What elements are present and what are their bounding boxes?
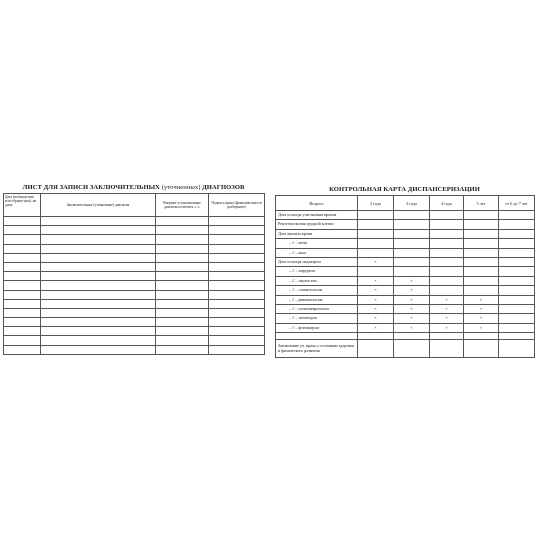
- table-cell[interactable]: [156, 299, 209, 308]
- column-header-signature: Подпись врача (фамилию внести разборчиво): [209, 194, 265, 217]
- cross-mark[interactable]: ×: [430, 323, 464, 332]
- table-cell[interactable]: [4, 253, 41, 262]
- table-row: [4, 226, 265, 235]
- table-row: [276, 286, 535, 295]
- cross-mark[interactable]: ×: [358, 323, 394, 332]
- table-cell[interactable]: [430, 239, 464, 248]
- table-row: [4, 217, 265, 226]
- dispensary-sheet-title: КОНТРОЛЬНАЯ КАРТА ДИСПАНСЕРИЗАЦИИ: [329, 186, 480, 193]
- table-row: [4, 262, 265, 271]
- table-row: [276, 276, 535, 285]
- row-label: – // – кала: [276, 248, 358, 257]
- table-cell[interactable]: [209, 318, 265, 327]
- table-cell[interactable]: [209, 327, 265, 336]
- cross-mark[interactable]: ×: [394, 286, 430, 295]
- cross-mark[interactable]: ×: [394, 304, 430, 313]
- table-cell[interactable]: [499, 295, 535, 304]
- table-cell[interactable]: [156, 308, 209, 317]
- table-row: [276, 248, 535, 257]
- cross-mark[interactable]: ×: [394, 276, 430, 285]
- table-cell[interactable]: [499, 211, 535, 220]
- table-cell[interactable]: [394, 220, 430, 229]
- table-cell[interactable]: [41, 308, 156, 317]
- dispensary-table: [275, 195, 535, 358]
- table-cell[interactable]: [156, 262, 209, 271]
- diagnoses-sheet-title: ЛИСТ ДЛЯ ЗАПИСИ ЗАКЛЮЧИТЕЛЬНЫХ (уточненных) ДИАГНОЗОВ: [22, 184, 245, 191]
- table-cell[interactable]: [4, 327, 41, 336]
- table-cell[interactable]: [499, 276, 535, 285]
- table-cell[interactable]: [394, 340, 430, 358]
- table-cell[interactable]: [4, 336, 41, 345]
- table-cell[interactable]: [430, 286, 464, 295]
- column-header-4-years: 4 года: [430, 196, 464, 211]
- table-cell[interactable]: [430, 257, 464, 266]
- table-cell[interactable]: [156, 244, 209, 253]
- table-cell[interactable]: [4, 308, 41, 317]
- diagnoses-header-row: [4, 194, 265, 217]
- row-label: Дата осмотра педиатром: [276, 257, 358, 266]
- table-cell[interactable]: [209, 262, 265, 271]
- table-cell[interactable]: [41, 318, 156, 327]
- table-cell[interactable]: [358, 333, 394, 340]
- table-cell[interactable]: [41, 226, 156, 235]
- table-row: [4, 308, 265, 317]
- table-cell[interactable]: [4, 235, 41, 244]
- cross-mark[interactable]: ×: [394, 314, 430, 323]
- cross-mark[interactable]: ×: [358, 314, 394, 323]
- table-cell[interactable]: [41, 299, 156, 308]
- column-header-2-years: 2 года: [358, 196, 394, 211]
- row-label: – // – психоневрологом: [276, 304, 358, 313]
- table-cell[interactable]: [209, 226, 265, 235]
- table-cell[interactable]: [464, 229, 499, 238]
- table-row: [276, 323, 535, 332]
- table-cell[interactable]: [4, 318, 41, 327]
- table-cell[interactable]: [394, 333, 430, 340]
- table-row: [4, 299, 265, 308]
- table-cell[interactable]: [464, 340, 499, 358]
- table-cell[interactable]: [156, 217, 209, 226]
- table-cell[interactable]: [499, 220, 535, 229]
- table-row: [4, 272, 265, 281]
- table-cell[interactable]: [499, 333, 535, 340]
- table-cell[interactable]: [394, 267, 430, 276]
- table-cell[interactable]: [4, 290, 41, 299]
- table-cell[interactable]: [156, 336, 209, 345]
- row-label: – // – стоматологом: [276, 286, 358, 295]
- cross-mark[interactable]: ×: [464, 314, 499, 323]
- table-cell[interactable]: [394, 229, 430, 238]
- table-cell[interactable]: [430, 248, 464, 257]
- row-label: – // – ревматологом: [276, 295, 358, 304]
- table-cell[interactable]: [4, 272, 41, 281]
- dispensary-header-row: [276, 196, 535, 211]
- table-row: [4, 290, 265, 299]
- table-row: [276, 314, 535, 323]
- table-cell[interactable]: [464, 211, 499, 220]
- table-cell[interactable]: [156, 253, 209, 262]
- table-cell[interactable]: [41, 345, 156, 354]
- table-cell[interactable]: [41, 217, 156, 226]
- row-label: Рентгеноскопия грудной клетки: [276, 220, 358, 229]
- table-cell[interactable]: [358, 239, 394, 248]
- table-cell[interactable]: [430, 267, 464, 276]
- table-cell[interactable]: [156, 318, 209, 327]
- table-cell[interactable]: [156, 272, 209, 281]
- table-cell[interactable]: [41, 290, 156, 299]
- table-cell[interactable]: [209, 336, 265, 345]
- table-cell[interactable]: [209, 272, 265, 281]
- table-cell[interactable]: [209, 308, 265, 317]
- table-row: [4, 253, 265, 262]
- table-cell[interactable]: [499, 323, 535, 332]
- table-cell[interactable]: [209, 217, 265, 226]
- table-row: [276, 257, 535, 266]
- table-row: [4, 345, 265, 354]
- table-cell[interactable]: [430, 276, 464, 285]
- table-row: [276, 229, 535, 238]
- dispensary-control-sheet: [275, 183, 534, 358]
- table-cell[interactable]: [156, 235, 209, 244]
- cross-mark[interactable]: ×: [464, 323, 499, 332]
- table-cell[interactable]: [209, 253, 265, 262]
- table-row: [4, 327, 265, 336]
- table-cell[interactable]: [358, 211, 394, 220]
- cross-mark[interactable]: ×: [394, 295, 430, 304]
- cross-mark[interactable]: ×: [358, 286, 394, 295]
- table-row: [4, 235, 265, 244]
- table-cell[interactable]: [430, 333, 464, 340]
- cross-mark[interactable]: ×: [358, 257, 394, 266]
- table-cell[interactable]: [4, 217, 41, 226]
- table-cell[interactable]: [41, 327, 156, 336]
- column-header-3-years: 3 года: [394, 196, 430, 211]
- table-cell[interactable]: [430, 220, 464, 229]
- table-row: [276, 295, 535, 304]
- table-cell[interactable]: [430, 340, 464, 358]
- row-label: – // – фтизиатром: [276, 323, 358, 332]
- cross-mark[interactable]: ×: [358, 304, 394, 313]
- table-cell[interactable]: [156, 345, 209, 354]
- table-cell[interactable]: [358, 220, 394, 229]
- table-row: [276, 304, 535, 313]
- cross-mark[interactable]: ×: [394, 323, 430, 332]
- table-cell[interactable]: [430, 211, 464, 220]
- diagnoses-sheet: [3, 183, 264, 355]
- column-header-first-time: Впервые установленные диагнозы отметить «+»: [156, 194, 209, 217]
- table-cell[interactable]: [499, 257, 535, 266]
- table-cell[interactable]: [4, 299, 41, 308]
- table-cell[interactable]: [41, 253, 156, 262]
- row-label: – // – хирургом: [276, 267, 358, 276]
- column-header-6-7-years: от 6 до 7 лет: [499, 196, 535, 211]
- table-cell[interactable]: [499, 340, 535, 358]
- table-cell[interactable]: [358, 248, 394, 257]
- table-cell[interactable]: [464, 257, 499, 266]
- cross-mark[interactable]: ×: [464, 295, 499, 304]
- table-cell[interactable]: [209, 281, 265, 290]
- table-cell[interactable]: [41, 262, 156, 271]
- table-row: [4, 244, 265, 253]
- column-header-5-years: 5 лет: [464, 196, 499, 211]
- table-row: [276, 239, 535, 248]
- table-cell[interactable]: [499, 239, 535, 248]
- table-row: [4, 281, 265, 290]
- table-cell[interactable]: [394, 257, 430, 266]
- table-row: [276, 333, 535, 340]
- cross-mark[interactable]: ×: [430, 304, 464, 313]
- table-row: [4, 336, 265, 345]
- row-label: Дата осмотра участковым врачом: [276, 211, 358, 220]
- table-cell[interactable]: [41, 281, 156, 290]
- table-row: [4, 318, 265, 327]
- table-cell[interactable]: [41, 336, 156, 345]
- table-cell[interactable]: [499, 286, 535, 295]
- row-label: – // – логопедом: [276, 314, 358, 323]
- table-cell[interactable]: [394, 248, 430, 257]
- table-cell[interactable]: [209, 244, 265, 253]
- table-cell[interactable]: [156, 226, 209, 235]
- row-label: – // – мочи: [276, 239, 358, 248]
- table-row: [276, 267, 535, 276]
- diagnoses-table: [3, 193, 265, 355]
- conclusion-row: [276, 340, 535, 358]
- table-cell[interactable]: [4, 244, 41, 253]
- table-cell[interactable]: [4, 281, 41, 290]
- table-cell[interactable]: [464, 286, 499, 295]
- table-cell[interactable]: [358, 267, 394, 276]
- table-cell[interactable]: [464, 220, 499, 229]
- table-cell[interactable]: [4, 345, 41, 354]
- table-cell[interactable]: [4, 262, 41, 271]
- table-cell[interactable]: [464, 276, 499, 285]
- column-header-diagnoses: Заключительные (уточненные) диагнозы: [41, 194, 156, 217]
- table-cell[interactable]: [464, 239, 499, 248]
- cross-mark[interactable]: ×: [430, 295, 464, 304]
- table-cell[interactable]: [209, 345, 265, 354]
- table-cell[interactable]: [156, 290, 209, 299]
- table-cell[interactable]: [464, 248, 499, 257]
- table-cell[interactable]: [4, 226, 41, 235]
- table-cell[interactable]: [499, 267, 535, 276]
- table-cell[interactable]: [209, 299, 265, 308]
- cross-mark[interactable]: ×: [430, 314, 464, 323]
- table-cell[interactable]: [41, 272, 156, 281]
- table-row: [276, 211, 535, 220]
- conclusion-label: Заключение уч. врача о состоянии здоровья и физического развития: [276, 340, 358, 358]
- column-header-age: Возраст: [276, 196, 358, 211]
- table-cell[interactable]: [499, 314, 535, 323]
- table-cell[interactable]: [156, 327, 209, 336]
- table-row: [276, 220, 535, 229]
- cross-mark[interactable]: ×: [358, 276, 394, 285]
- table-cell[interactable]: [499, 304, 535, 313]
- row-label: – // – окулистом: [276, 276, 358, 285]
- table-cell[interactable]: [499, 248, 535, 257]
- table-cell[interactable]: [394, 239, 430, 248]
- table-cell[interactable]: [156, 281, 209, 290]
- table-cell[interactable]: [499, 229, 535, 238]
- table-cell[interactable]: [464, 267, 499, 276]
- table-cell[interactable]: [209, 290, 265, 299]
- column-header-date: Дата (наблюде-ния или обраще-ния), на дому: [4, 194, 41, 217]
- table-cell[interactable]: [394, 211, 430, 220]
- table-cell[interactable]: [41, 235, 156, 244]
- table-cell[interactable]: [276, 333, 358, 340]
- table-cell[interactable]: [464, 333, 499, 340]
- table-cell[interactable]: [358, 229, 394, 238]
- table-cell[interactable]: [209, 235, 265, 244]
- table-cell[interactable]: [430, 229, 464, 238]
- table-cell[interactable]: [358, 340, 394, 358]
- cross-mark[interactable]: ×: [358, 295, 394, 304]
- row-label: Дата анализа крови: [276, 229, 358, 238]
- table-cell[interactable]: [41, 244, 156, 253]
- cross-mark[interactable]: ×: [464, 304, 499, 313]
